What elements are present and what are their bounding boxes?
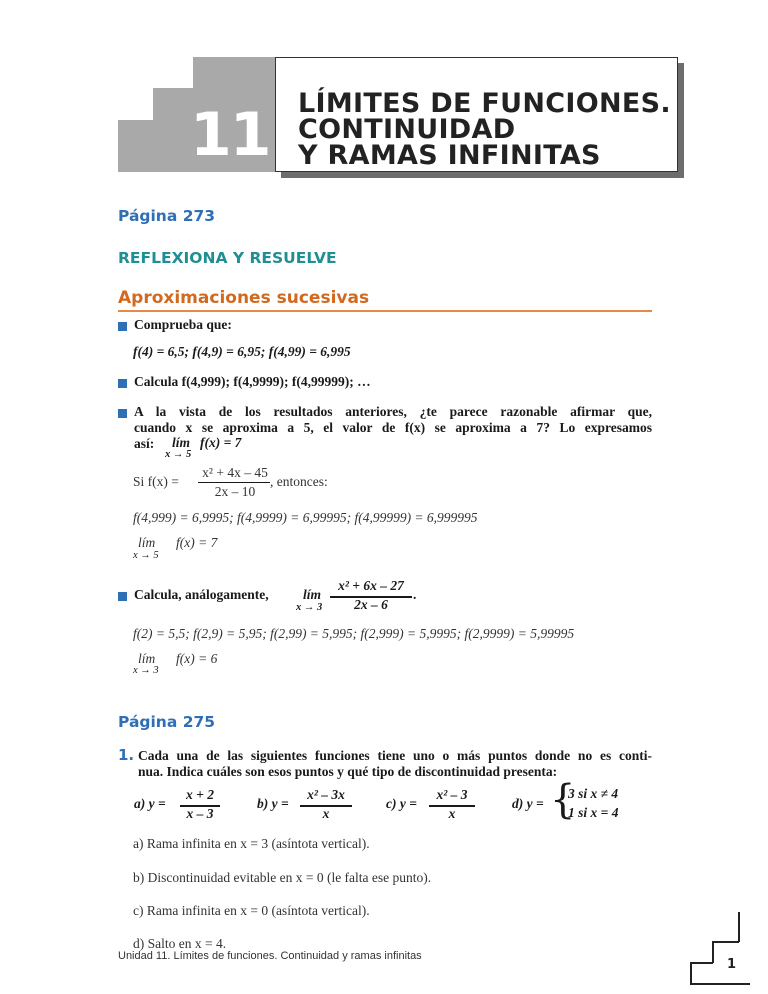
answer-c: c) Rama infinita en x = 0 (asíntota vertical). <box>133 903 370 918</box>
subsection-heading: Aproximaciones sucesivas <box>118 288 370 308</box>
limit-symbol: lím <box>172 435 191 450</box>
bullet-icon <box>118 592 127 601</box>
fraction-numerator: x² + 4x – 45 <box>202 465 268 480</box>
limit-expression: f(x) = 7 <box>200 435 242 450</box>
footer-line <box>712 941 714 963</box>
bullet-icon <box>118 409 127 418</box>
chapter-number: 11 <box>190 100 270 170</box>
answer-d: d) Salto en x = 4. <box>133 936 227 951</box>
function-d-case-2: 1 si x = 4 <box>568 805 619 820</box>
page-number: 1 <box>727 957 737 972</box>
function-b-denominator: x <box>322 806 330 821</box>
function-c-label: c) y = <box>386 796 417 811</box>
page-label-273: Página 273 <box>118 207 216 225</box>
footer-line <box>712 941 739 943</box>
footer-line <box>738 912 740 942</box>
limit-symbol: lím <box>138 535 156 550</box>
chapter-title-line-2: CONTINUIDAD <box>298 114 516 145</box>
question-razonable-line-1: A la vista de los resultados anteriores, ¿te parece razonable afirmar que, <box>134 404 652 419</box>
function-c-numerator: x² – 3 <box>436 787 468 802</box>
limit-subscript: x → 3 <box>133 665 159 676</box>
bullet-icon <box>118 322 127 331</box>
page-label-275: Página 275 <box>118 713 216 731</box>
chapter-title-line-1: LÍMITES DE FUNCIONES. <box>298 88 671 119</box>
limit-subscript: x → 5 <box>165 449 192 460</box>
limit-subscript: x → 3 <box>296 602 323 613</box>
function-b-label: b) y = <box>257 796 289 811</box>
function-b-numerator: x² – 3x <box>307 787 345 802</box>
limit-symbol: lím <box>303 587 322 602</box>
function-a-numerator: x + 2 <box>186 787 214 802</box>
footer-text: Unidad 11. Límites de funciones. Continuidad y ramas infinitas <box>118 950 422 962</box>
answer-si-f: Si f(x) = <box>133 474 179 489</box>
limit-expression: f(x) = 6 <box>176 651 218 666</box>
subsection-rule <box>118 310 652 312</box>
brace-icon: { <box>550 777 576 823</box>
function-d-label: d) y = <box>512 796 544 811</box>
exercise-statement-line-1: Cada una de las siguientes funciones tiene uno o más puntos donde no es conti- <box>138 748 652 763</box>
question-calcula: Calcula f(4,999); f(4,9999); f(4,99999); … <box>134 374 371 389</box>
limit-symbol: lím <box>138 651 156 666</box>
answer-values-1: f(4,999) = 6,9995; f(4,9999) = 6,99995; f(4,99999) = 6,999995 <box>133 510 478 525</box>
answer-entonces: , entonces: <box>270 474 328 489</box>
bullet-icon <box>118 379 127 388</box>
question-analogamente: Calcula, análogamente, <box>134 587 269 602</box>
stair-block-bottom <box>118 120 153 172</box>
footer-line <box>690 962 692 984</box>
fraction-numerator: x² + 6x – 27 <box>338 578 404 593</box>
answer-values-2: f(2) = 5,5; f(2,9) = 5,95; f(2,99) = 5,995; f(2,999) = 5,9995; f(2,9999) = 5,99995 <box>133 626 575 641</box>
footer-line <box>690 962 713 964</box>
question-comprueba: Comprueba que: <box>134 317 232 332</box>
exercise-number: 1. <box>118 746 135 764</box>
function-c-denominator: x <box>448 806 456 821</box>
chapter-title-line-3: Y RAMAS INFINITAS <box>298 140 601 171</box>
fraction-bar <box>198 482 270 483</box>
question-razonable-line-2: cuando x se aproxima a 5, el valor de f(x) se aproxima a 7? Lo expresamos <box>134 420 652 435</box>
exercise-statement-line-2: nua. Indica cuáles son esos puntos y qué tipo de discontinuidad presenta: <box>138 764 558 779</box>
limit-subscript: x → 5 <box>133 550 159 561</box>
question-razonable-prefix: así: <box>134 436 155 451</box>
section-heading: REFLEXIONA Y RESUELVE <box>118 249 337 267</box>
function-d-case-1: 3 si x ≠ 4 <box>568 786 619 801</box>
stair-block-middle <box>153 88 193 172</box>
fraction-denominator: 2x – 6 <box>354 597 388 612</box>
function-a-label: a) y = <box>134 796 166 811</box>
limit-expression: f(x) = 7 <box>176 535 218 550</box>
question-comprueba-values: f(4) = 6,5; f(4,9) = 6,95; f(4,99) = 6,995 <box>133 344 351 359</box>
footer-line <box>690 983 750 985</box>
fraction-denominator: 2x – 10 <box>214 484 256 499</box>
answer-a: a) Rama infinita en x = 3 (asíntota vertical). <box>133 836 370 851</box>
function-a-denominator: x – 3 <box>186 806 214 821</box>
question-period: . <box>413 587 417 602</box>
answer-b: b) Discontinuidad evitable en x = 0 (le falta ese punto). <box>133 870 432 885</box>
